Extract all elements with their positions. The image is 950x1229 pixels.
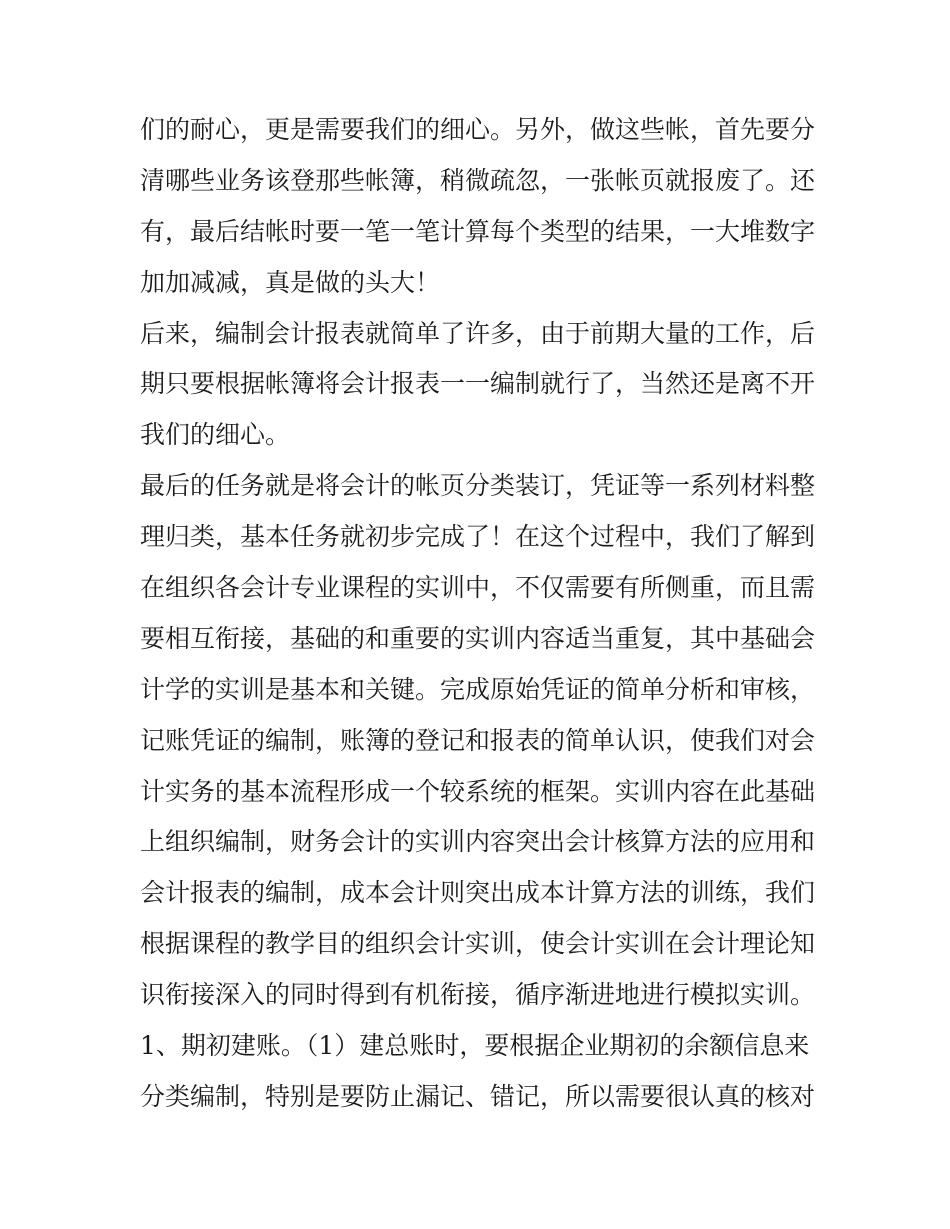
text-line: 理归类，基本任务就初步完成了！在这个过程中，我们了解到 [140, 522, 815, 552]
text-line: 我们的细心。 [140, 420, 291, 450]
text-line: 最后的任务就是将会计的帐页分类装订，凭证等一系列材料整 [140, 471, 815, 501]
text-line: 期只要根据帐簿将会计报表一一编制就行了，当然还是离不开 [140, 369, 815, 399]
text-line: 要相互衔接，基础的和重要的实训内容适当重复，其中基础会 [140, 623, 815, 653]
text-line: 计实务的基本流程形成一个较系统的框架。实训内容在此基础 [140, 776, 815, 806]
text-line: 上组织编制，财务会计的实训内容突出会计核算方法的应用和 [140, 827, 815, 857]
text-line: 根据课程的教学目的组织会计实训，使会计实训在会计理论知 [140, 929, 815, 959]
text-line: 清哪些业务该登那些帐簿，稍微疏忽，一张帐页就报废了。还 [140, 165, 815, 195]
text-line: 有，最后结帐时要一笔一笔计算每个类型的结果，一大堆数字 [140, 216, 815, 246]
document-body [140, 105, 815, 1123]
text-line: 们的耐心，更是需要我们的细心。另外，做这些帐，首先要分 [140, 115, 815, 144]
text-line: 分类编制，特别是要防止漏记、错记，所以需要很认真的核对 [140, 1081, 815, 1111]
text-line: 记账凭证的编制，账簿的登记和报表的简单认识，使我们对会 [140, 725, 815, 755]
text-line: 计学的实训是基本和关键。完成原始凭证的简单分析和审核， [140, 674, 815, 704]
text-line: 会计报表的编制，成本会计则突出成本计算方法的训练，我们 [140, 878, 815, 908]
text-line: 后来，编制会计报表就简单了许多，由于前期大量的工作，后 [140, 318, 815, 348]
text-line: 识衔接深入的同时得到有机衔接，循序渐进地进行模拟实训。 [140, 980, 815, 1010]
text-line: 1、期初建账。（1）建总账时，要根据企业期初的余额信息来 [140, 1031, 810, 1061]
text-line: 加加减减，真是做的头大！ [140, 267, 441, 297]
text-line: 在组织各会计专业课程的实训中，不仅需要有所侧重，而且需 [140, 573, 815, 603]
